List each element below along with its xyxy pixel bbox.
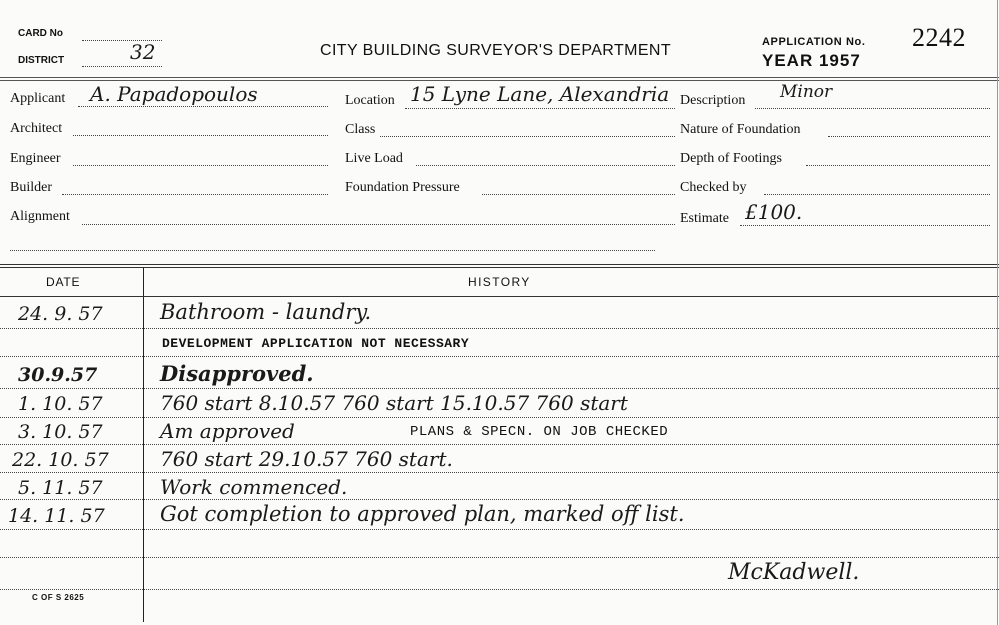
row-date: 22. 10. 57 — [12, 449, 109, 471]
row-history: Work commenced. — [160, 475, 348, 499]
description-line — [755, 108, 990, 109]
row-rule — [0, 472, 999, 473]
row-rule — [0, 444, 999, 445]
foundation-pressure-line — [482, 194, 675, 195]
year-label: YEAR 1957 — [762, 51, 861, 70]
form-code: C OF S 2625 — [32, 593, 85, 602]
row-history: Got completion to approved plan, marked off list. — [160, 502, 685, 526]
location-label: Location — [345, 93, 395, 108]
table-top-rule-2 — [0, 267, 999, 268]
table-top-rule — [0, 264, 999, 265]
plans-checked-stamp: PLANS & SPECN. ON JOB CHECKED — [410, 424, 669, 440]
row-date: 3. 10. 57 — [18, 421, 103, 443]
class-line — [380, 136, 675, 137]
district-value: 32 — [130, 40, 156, 64]
department-title: CITY BUILDING SURVEYOR'S DEPARTMENT — [320, 42, 672, 59]
history-header: HISTORY — [468, 275, 531, 289]
row-rule — [0, 388, 999, 389]
application-no-label: APPLICATION No. — [762, 36, 866, 48]
location-value: 15 Lyne Lane, Alexandria — [410, 82, 670, 106]
district-label: DISTRICT — [18, 55, 65, 66]
row-rule — [0, 356, 999, 357]
row-history: Disapproved. — [160, 361, 314, 386]
extra-line — [10, 250, 655, 251]
estimate-label: Estimate — [680, 211, 729, 226]
builder-line — [62, 194, 328, 195]
checked-label: Checked by — [680, 180, 747, 195]
row-date: 30.9.57 — [18, 364, 98, 386]
card-no-label: CARD No — [18, 28, 63, 39]
row-rule — [0, 589, 999, 590]
nature-label: Nature of Foundation — [680, 122, 801, 137]
row-rule — [0, 529, 999, 530]
live-load-label: Live Load — [345, 151, 403, 166]
estimate-value: £100. — [745, 200, 803, 224]
table-header-rule — [0, 296, 999, 297]
class-label: Class — [345, 122, 376, 137]
row-date: 14. 11. 57 — [8, 505, 105, 527]
header-rule-bottom — [0, 80, 999, 81]
row-rule — [0, 499, 999, 500]
depth-line — [806, 165, 990, 166]
applicant-label: Applicant — [10, 91, 66, 106]
row-date: 24. 9. 57 — [18, 303, 103, 325]
application-no: 2242 — [912, 23, 966, 52]
header-rule-top — [0, 77, 999, 78]
architect-label: Architect — [10, 121, 63, 136]
builder-label: Builder — [10, 180, 52, 195]
row-rule — [0, 328, 999, 329]
signature: McKadwell. — [728, 560, 860, 585]
date-header: DATE — [46, 275, 81, 289]
alignment-line — [82, 224, 675, 225]
description-label: Description — [680, 93, 746, 108]
card-right-edge — [997, 0, 998, 625]
engineer-line — [73, 165, 328, 166]
architect-line — [73, 135, 328, 136]
row-history: 760 start 8.10.57 760 start 15.10.57 760 start — [160, 391, 628, 415]
live-load-line — [416, 165, 675, 166]
location-line — [405, 108, 675, 109]
row-history: Am approved — [160, 419, 295, 443]
row-history: Bathroom - laundry. — [160, 300, 372, 324]
estimate-line — [740, 225, 990, 226]
description-value: Minor — [780, 82, 833, 102]
row-history-stamp: DEVELOPMENT APPLICATION NOT NECESSARY — [162, 336, 470, 351]
nature-line — [828, 136, 990, 137]
district-line — [82, 66, 162, 67]
engineer-label: Engineer — [10, 151, 61, 166]
alignment-label: Alignment — [10, 209, 70, 224]
row-date: 1. 10. 57 — [18, 393, 103, 415]
applicant-line — [78, 106, 328, 107]
row-rule — [0, 557, 999, 558]
foundation-pressure-label: Foundation Pressure — [345, 180, 460, 195]
row-rule — [0, 417, 999, 418]
row-date: 5. 11. 57 — [18, 477, 103, 499]
applicant-value: A. Papadopoulos — [90, 82, 258, 106]
checked-line — [764, 194, 990, 195]
depth-label: Depth of Footings — [680, 151, 782, 166]
row-history: 760 start 29.10.57 760 start. — [160, 447, 453, 471]
